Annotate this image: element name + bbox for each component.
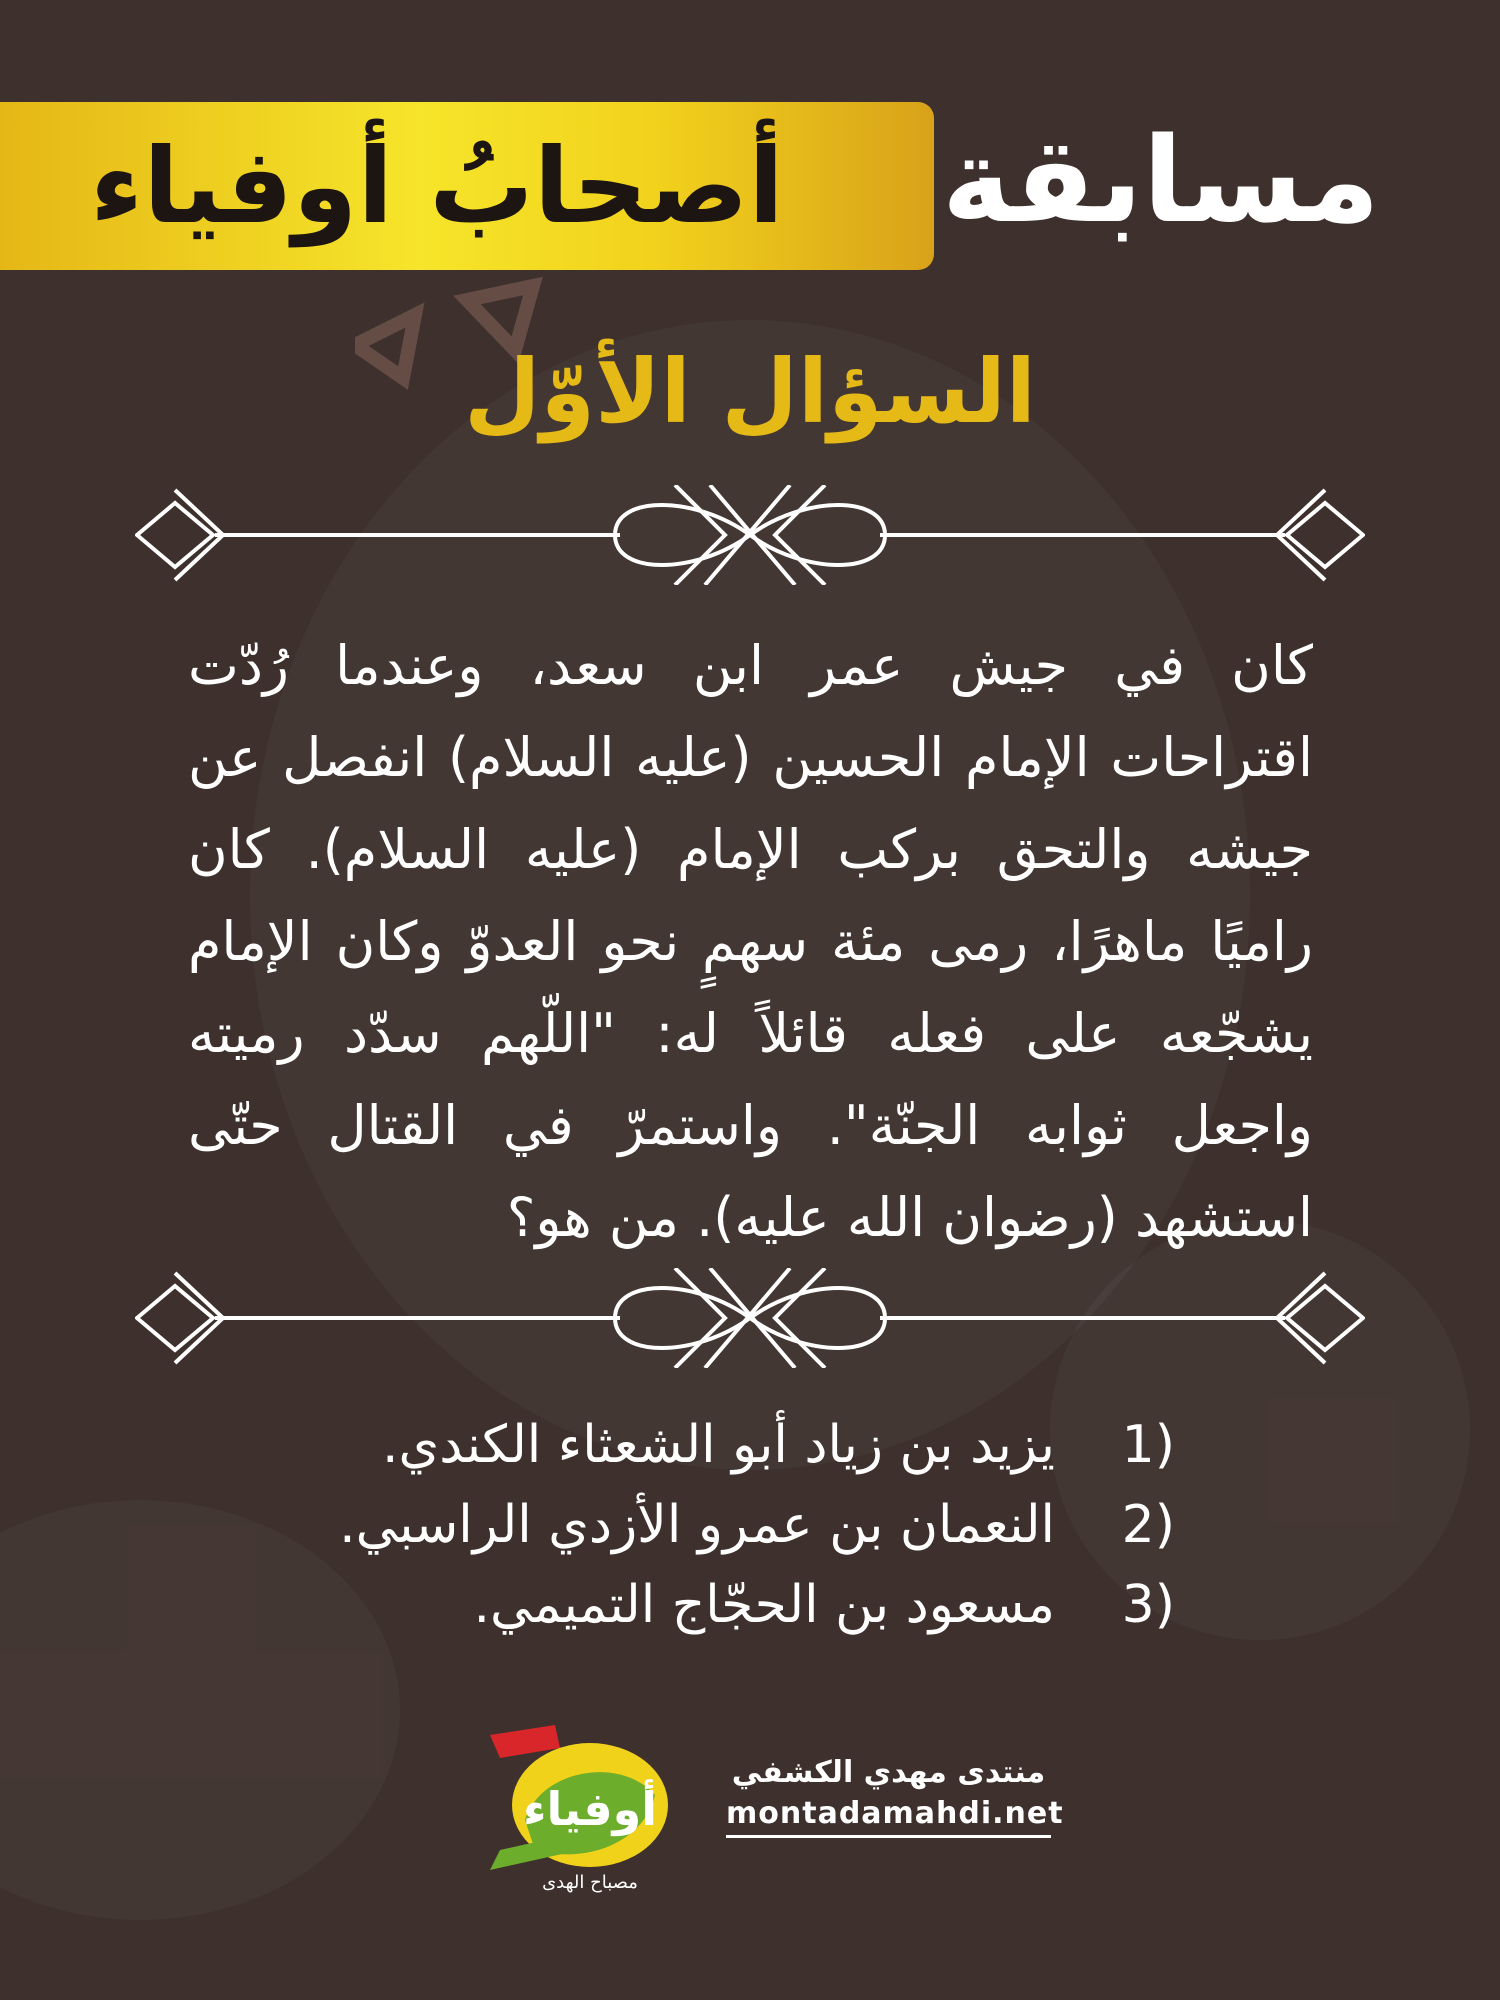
logo-subtitle: مصباح الهدى — [542, 1872, 638, 1893]
ornament-divider-bottom — [135, 1268, 1365, 1368]
contest-title: أصحابُ أوفياء — [90, 125, 784, 247]
answer-list — [275, 1405, 1175, 1645]
contest-label: مسابقة — [941, 111, 1380, 249]
forum-name: منتدى مهدي الكشفي — [731, 1755, 1046, 1790]
answer-option[interactable] — [275, 1405, 1175, 1485]
answer-number: 2) — [1121, 1495, 1175, 1555]
title-banner — [0, 102, 934, 270]
answer-option[interactable] — [275, 1485, 1175, 1565]
answer-text: يزيد بن زياد أبو الشعثاء الكندي. — [382, 1415, 1055, 1475]
website-link[interactable]: montadamahdi.net — [726, 1796, 1051, 1838]
answer-number: 1) — [1121, 1415, 1175, 1475]
ornament-divider-top — [135, 485, 1365, 585]
awfiya-logo — [470, 1700, 690, 1920]
answer-text: مسعود بن الحجّاج التميمي. — [473, 1575, 1055, 1635]
question-heading: السؤال الأوّل — [464, 340, 1036, 443]
answer-number: 3) — [1121, 1575, 1175, 1635]
answer-text: النعمان بن عمرو الأزدي الراسبي. — [339, 1495, 1055, 1555]
logo-wordmark: أوفياء — [522, 1782, 658, 1836]
question-text: كان في جيش عمر ابن سعد، وعندما رُدّت اقتراحات الإمام الحسين (عليه السلام) انفصل عن جيشه والتحق بركب الإمام (عليه السلام). كان راميًا ماهرًا، رمى مئة سهمٍ نحو العدوّ وكان الإمام يشجّعه على فعله قائلاً له: "اللّهم سدّد رميته واجعل ثوابه الجنّة". واستمرّ في القتال حتّى استشهد (رضوان الله عليه). من هو؟ — [188, 634, 1313, 1249]
footer-info — [726, 1755, 1064, 1838]
answer-option[interactable] — [275, 1565, 1175, 1645]
